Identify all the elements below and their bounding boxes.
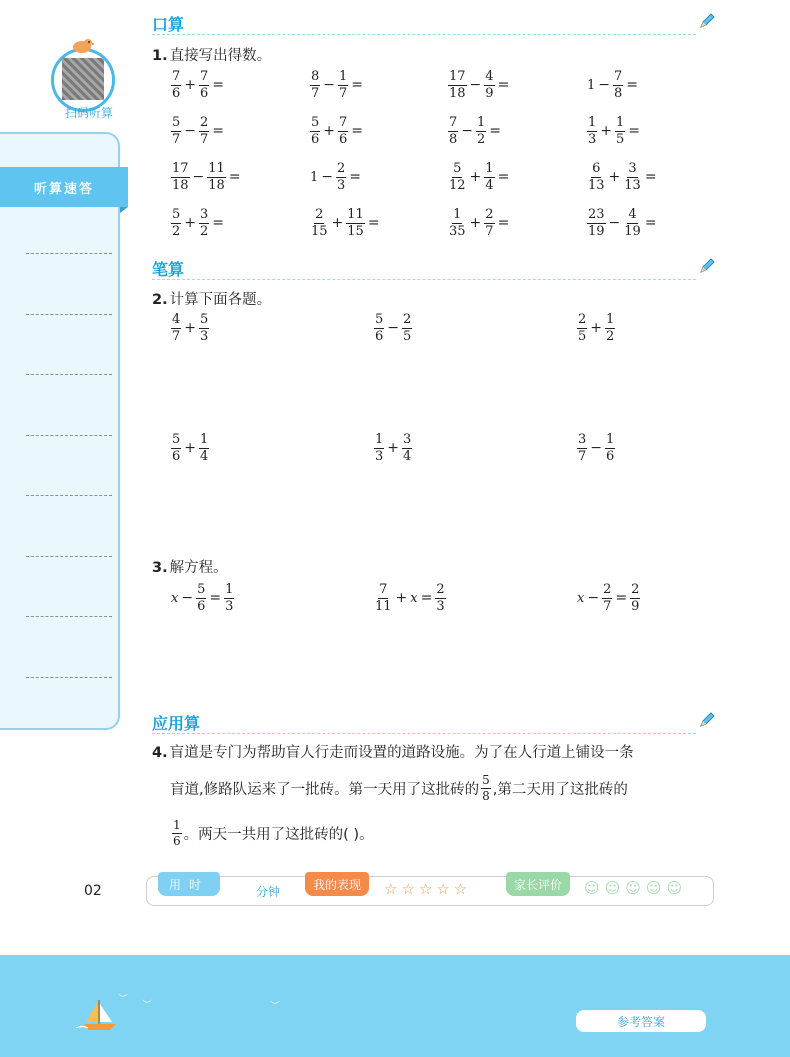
math-expression (373, 583, 447, 613)
operator: = (615, 590, 628, 607)
question-3 (152, 556, 228, 577)
operator: − (590, 440, 603, 457)
numerator: 1 (485, 161, 494, 176)
question-4-line-2 (170, 770, 628, 806)
numerator: 1 (200, 432, 209, 447)
question-2 (152, 288, 271, 309)
pencil-icon (698, 257, 716, 275)
fraction (374, 433, 384, 463)
fraction (435, 583, 445, 613)
question-text: ,第二天用了这批砖的 (492, 781, 628, 798)
integer: 1 (587, 77, 596, 93)
numerator: 5 (482, 772, 490, 787)
denominator: 35 (449, 223, 466, 239)
denominator: 4 (485, 177, 494, 193)
operator: + (395, 590, 408, 607)
math-expression (447, 162, 511, 192)
operator: = (626, 77, 639, 94)
section-divider (152, 733, 696, 734)
fraction (338, 116, 348, 146)
operator: = (351, 77, 364, 94)
math-expression (576, 433, 616, 463)
math-expression (447, 208, 511, 238)
denominator: 7 (578, 448, 587, 464)
denominator: 7 (339, 85, 348, 101)
fraction (605, 313, 615, 343)
fraction (338, 70, 348, 100)
denominator: 6 (200, 85, 209, 101)
denominator: 6 (172, 448, 181, 464)
performance-label: 我的表现 (305, 872, 369, 896)
operator: = (497, 77, 510, 94)
math-expression (576, 583, 641, 613)
fraction (484, 70, 494, 100)
numerator: 5 (311, 115, 320, 130)
fraction (587, 162, 606, 192)
numerator: 2 (485, 207, 494, 222)
numerator: 7 (614, 69, 623, 84)
numerator: 2 (403, 312, 412, 327)
denominator: 7 (311, 85, 320, 101)
answer-line (26, 435, 112, 436)
math-expression (373, 313, 413, 343)
fraction (224, 583, 234, 613)
answer-line (26, 677, 112, 678)
numerator: 2 (603, 582, 612, 597)
bird-icon (68, 36, 94, 54)
answer-line (26, 495, 112, 496)
answer-panel (0, 132, 120, 730)
operator: = (212, 77, 225, 94)
math-expression (373, 433, 413, 463)
star-rating[interactable]: ☆☆☆☆☆ (384, 880, 472, 898)
operator: − (184, 123, 197, 140)
numerator: 2 (337, 161, 346, 176)
denominator: 6 (311, 131, 320, 147)
answer-line (26, 556, 112, 557)
fraction (374, 313, 384, 343)
denominator: 7 (603, 598, 612, 614)
fraction (171, 433, 181, 463)
section-divider (152, 34, 696, 35)
operator: = (367, 215, 380, 232)
tab-fold (120, 207, 128, 213)
denominator: 6 (173, 833, 181, 848)
operator: − (461, 123, 474, 140)
denominator: 5 (616, 131, 625, 147)
question-number: 2. (152, 292, 168, 308)
numerator: 5 (172, 432, 181, 447)
question-number: 4. (152, 745, 168, 761)
operator: − (598, 77, 611, 94)
numerator: 1 (477, 115, 486, 130)
question-text-line-1: 盲道是专门为帮助盲人行走而设置的道路设施。为了在人行道上铺设一条 (169, 745, 634, 761)
numerator: 5 (200, 312, 209, 327)
denominator: 4 (403, 448, 412, 464)
denominator: 6 (172, 85, 181, 101)
operator: + (387, 440, 400, 457)
fraction (171, 208, 181, 238)
fraction (587, 208, 606, 238)
denominator: 3 (337, 177, 346, 193)
denominator: 15 (311, 223, 328, 239)
section-title-applied: 应用算 (152, 714, 201, 733)
fraction (615, 116, 625, 146)
operator: = (212, 215, 225, 232)
denominator: 3 (436, 598, 445, 614)
math-expression (586, 70, 640, 100)
numerator: 3 (578, 432, 587, 447)
operator: + (184, 215, 197, 232)
numerator: 3 (200, 207, 209, 222)
question-text: 盲道,修路队运来了一批砖。第一天用了这批砖的 (170, 781, 480, 798)
operator: = (420, 590, 433, 607)
numerator: 1 (453, 207, 462, 222)
numerator: 2 (315, 207, 324, 222)
operator: − (469, 77, 482, 94)
operator: + (608, 169, 621, 186)
fraction (448, 162, 467, 192)
math-expression (447, 116, 503, 146)
denominator: 18 (449, 85, 466, 101)
denominator: 8 (614, 85, 623, 101)
time-label: 用时 (158, 872, 220, 896)
fraction (199, 313, 209, 343)
numerator: 5 (172, 115, 181, 130)
question-1 (152, 44, 271, 65)
numerator: 7 (172, 69, 181, 84)
answer-line (26, 374, 112, 375)
question-4 (152, 741, 634, 762)
numerator: 23 (588, 207, 605, 222)
fraction (448, 70, 467, 100)
numerator: 6 (592, 161, 601, 176)
numerator: 17 (449, 69, 466, 84)
question-number: 3. (152, 560, 168, 576)
question-text: 解方程。 (169, 560, 228, 576)
operator: − (181, 590, 194, 607)
fraction (346, 208, 365, 238)
numerator: 11 (208, 161, 225, 176)
operator: − (192, 169, 205, 186)
numerator: 5 (375, 312, 384, 327)
numerator: 1 (606, 312, 615, 327)
operator: + (184, 320, 197, 337)
operator: = (228, 169, 241, 186)
denominator: 11 (375, 598, 392, 614)
denominator: 8 (482, 788, 490, 803)
numerator: 4 (485, 69, 494, 84)
smiley-rating[interactable]: ☺☺☺☺☺ (584, 879, 688, 897)
pencil-icon (698, 12, 716, 30)
numerator: 1 (339, 69, 348, 84)
operator: + (469, 169, 482, 186)
operator: + (184, 440, 197, 457)
fraction (402, 313, 412, 343)
fraction (577, 433, 587, 463)
fraction (613, 70, 623, 100)
numerator: 5 (197, 582, 206, 597)
numerator: 2 (631, 582, 640, 597)
minutes-label: 分钟 (256, 885, 281, 899)
operator: = (212, 123, 225, 140)
math-expression (447, 70, 511, 100)
section-divider (152, 279, 696, 280)
math-expression (170, 162, 243, 192)
numerator: 4 (172, 312, 181, 327)
operator: + (600, 123, 613, 140)
operator: = (489, 123, 502, 140)
math-expression (170, 433, 210, 463)
operator: + (469, 215, 482, 232)
numerator: 1 (588, 115, 597, 130)
denominator: 5 (403, 328, 412, 344)
pencil-icon (698, 711, 716, 729)
question-number: 1. (152, 48, 168, 64)
fraction (448, 116, 458, 146)
fraction (172, 819, 182, 847)
page-number: 02 (84, 883, 102, 899)
denominator: 3 (375, 448, 384, 464)
operator: + (184, 77, 197, 94)
operator: + (331, 215, 344, 232)
denominator: 9 (631, 598, 640, 614)
fraction (199, 70, 209, 100)
parent-review-label: 家长评价 (506, 872, 570, 896)
numerator: 1 (375, 432, 384, 447)
sailboat-icon (74, 998, 122, 1032)
denominator: 2 (606, 328, 615, 344)
operator: − (587, 590, 600, 607)
section-title-oral: 口算 (152, 15, 185, 34)
math-expression (170, 583, 235, 613)
question-text: 计算下面各题。 (169, 292, 272, 308)
variable: x (577, 590, 585, 606)
integer: 1 (310, 169, 319, 185)
numerator: 3 (403, 432, 412, 447)
denominator: 18 (208, 177, 225, 193)
math-expression (170, 208, 226, 238)
answer-key-button[interactable]: 参考答案 (576, 1010, 706, 1032)
math-expression (576, 313, 616, 343)
denominator: 3 (225, 598, 234, 614)
fraction (484, 208, 494, 238)
numerator: 7 (339, 115, 348, 130)
question-text: 。两天一共用了这批砖的( )。 (183, 826, 374, 843)
denominator: 6 (339, 131, 348, 147)
math-expression (309, 162, 363, 192)
numerator: 1 (606, 432, 615, 447)
operator: = (351, 123, 364, 140)
fraction (310, 116, 320, 146)
fraction (623, 208, 642, 238)
numerator: 2 (436, 582, 445, 597)
fraction (310, 208, 329, 238)
numerator: 1 (225, 582, 234, 597)
numerator: 1 (616, 115, 625, 130)
question-4-line-3 (170, 815, 374, 851)
numerator: 5 (453, 161, 462, 176)
fraction (336, 162, 346, 192)
fraction (484, 162, 494, 192)
fraction (171, 116, 181, 146)
math-expression (586, 162, 659, 192)
math-expression (586, 116, 642, 146)
numerator: 8 (311, 69, 320, 84)
denominator: 6 (197, 598, 206, 614)
seagull-icon: ︶ (270, 1001, 280, 1012)
denominator: 4 (200, 448, 209, 464)
denominator: 8 (449, 131, 458, 147)
numerator: 5 (172, 207, 181, 222)
operator: + (323, 123, 336, 140)
denominator: 18 (172, 177, 189, 193)
numerator: 7 (200, 69, 209, 84)
seagull-icon: ︶ (118, 994, 128, 1005)
fraction (402, 433, 412, 463)
fraction (171, 162, 190, 192)
denominator: 2 (172, 223, 181, 239)
numerator: 17 (172, 161, 189, 176)
math-expression (170, 116, 226, 146)
answer-line (26, 314, 112, 315)
operator: = (644, 215, 657, 232)
answer-line (26, 253, 112, 254)
fraction (481, 774, 491, 802)
operator: = (497, 169, 510, 186)
operator: = (349, 169, 362, 186)
operator: = (644, 169, 657, 186)
numerator: 3 (628, 161, 637, 176)
fraction (374, 583, 393, 613)
fraction (196, 583, 206, 613)
fraction (199, 208, 209, 238)
math-expression (309, 208, 382, 238)
numerator: 4 (628, 207, 637, 222)
denominator: 6 (375, 328, 384, 344)
fraction (602, 583, 612, 613)
operator: − (321, 169, 334, 186)
numerator: 2 (578, 312, 587, 327)
fraction (207, 162, 226, 192)
denominator: 15 (347, 223, 364, 239)
denominator: 13 (588, 177, 605, 193)
operator: − (387, 320, 400, 337)
numerator: 11 (347, 207, 364, 222)
math-expression (170, 70, 226, 100)
numerator: 1 (173, 817, 181, 832)
denominator: 7 (172, 131, 181, 147)
denominator: 7 (200, 131, 209, 147)
fraction (476, 116, 486, 146)
answer-line (26, 616, 112, 617)
numerator: 7 (379, 582, 388, 597)
denominator: 5 (578, 328, 587, 344)
operator: + (590, 320, 603, 337)
fraction (605, 433, 615, 463)
denominator: 7 (172, 328, 181, 344)
operator: = (209, 590, 222, 607)
denominator: 13 (624, 177, 641, 193)
operator: = (497, 215, 510, 232)
qr-code[interactable] (62, 58, 104, 100)
denominator: 2 (200, 223, 209, 239)
fraction (171, 70, 181, 100)
operator: − (323, 77, 336, 94)
denominator: 3 (200, 328, 209, 344)
math-expression (309, 70, 365, 100)
variable: x (410, 590, 418, 606)
math-expression (309, 116, 365, 146)
fraction (199, 433, 209, 463)
denominator: 19 (588, 223, 605, 239)
math-expression (586, 208, 659, 238)
numerator: 7 (449, 115, 458, 130)
math-expression (170, 313, 210, 343)
fraction (623, 162, 642, 192)
listening-tab[interactable]: 听算速答 (0, 167, 128, 207)
denominator: 2 (477, 131, 486, 147)
fraction (310, 70, 320, 100)
seagull-icon: ︶ (142, 1000, 152, 1011)
denominator: 3 (588, 131, 597, 147)
denominator: 7 (485, 223, 494, 239)
fraction (577, 313, 587, 343)
numerator: 2 (200, 115, 209, 130)
qr-label: 扫码听算 (64, 106, 113, 120)
question-text: 直接写出得数。 (169, 48, 272, 64)
denominator: 9 (485, 85, 494, 101)
denominator: 6 (606, 448, 615, 464)
fraction (587, 116, 597, 146)
fraction (630, 583, 640, 613)
fraction (199, 116, 209, 146)
denominator: 19 (624, 223, 641, 239)
operator: = (628, 123, 641, 140)
fraction (448, 208, 467, 238)
variable: x (171, 590, 179, 606)
section-title-written: 笔算 (152, 260, 185, 279)
denominator: 12 (449, 177, 466, 193)
operator: − (608, 215, 621, 232)
fraction (171, 313, 181, 343)
